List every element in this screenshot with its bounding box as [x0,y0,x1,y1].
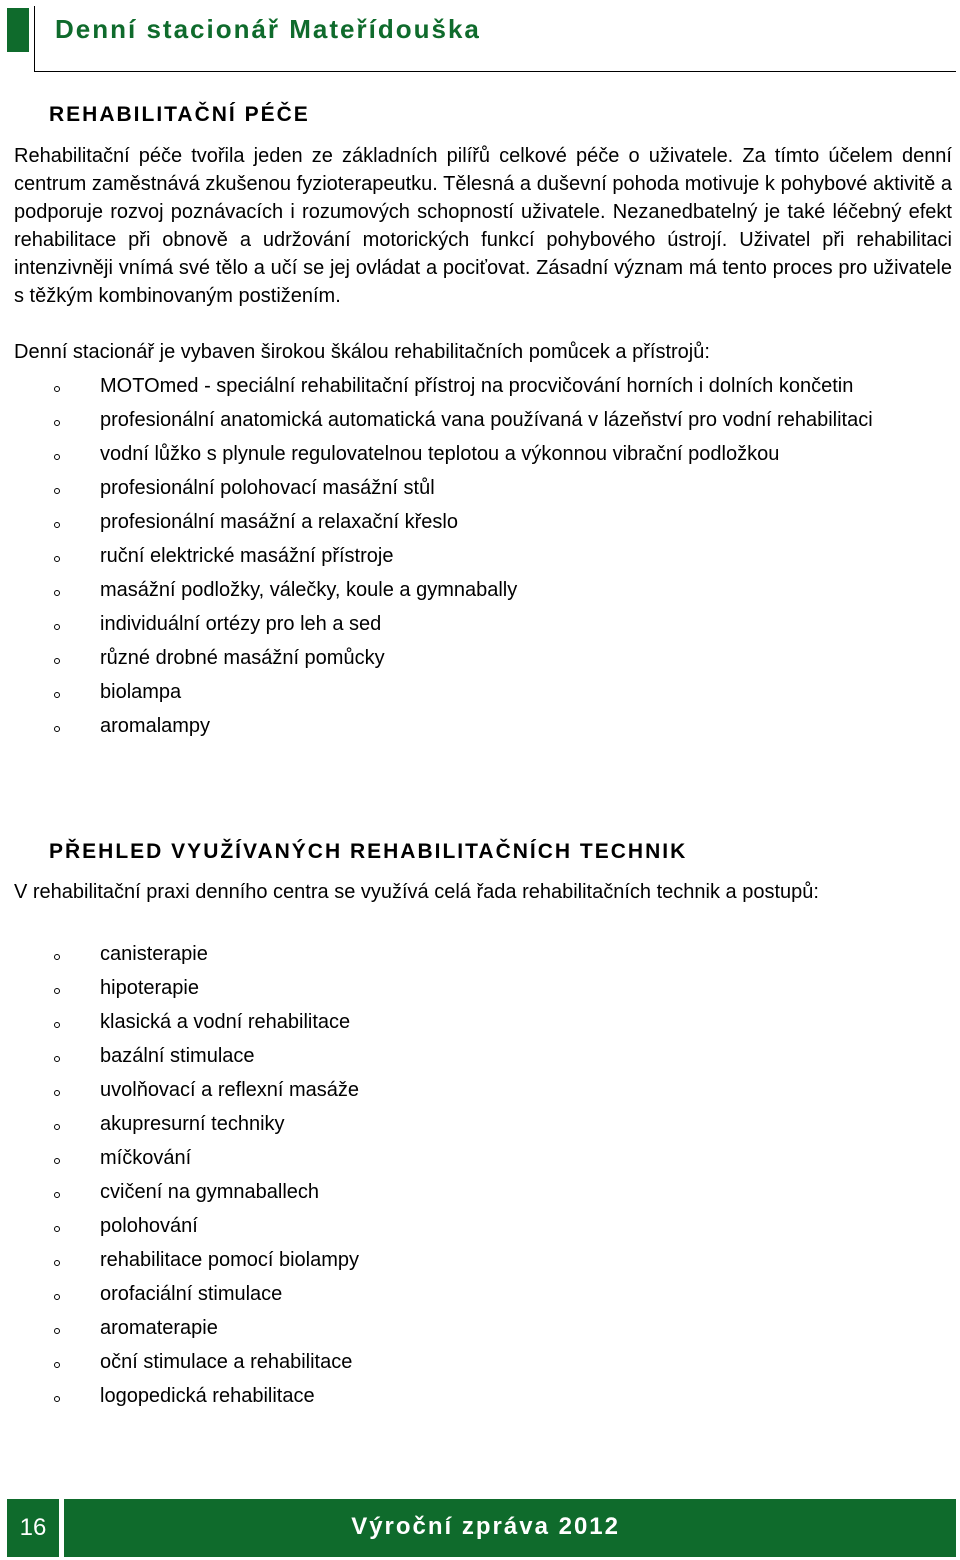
bullet-circle-icon [54,522,60,528]
bullet-circle-icon [54,658,60,664]
list-item: aromaterapie [0,1314,952,1342]
bullet-circle-icon [54,1260,60,1266]
list-item: akupresurní techniky [0,1110,952,1138]
footer-title: Výroční zpráva 2012 [351,1513,620,1540]
equipment-list [0,372,960,746]
header-divider-vertical [34,6,35,72]
list-item: aromalampy [0,712,952,740]
list-item: profesionální masážní a relaxační křeslo [0,508,952,536]
section-heading-rehabilitation-care: REHABILITAČNÍ PÉČE [49,103,310,126]
bullet-circle-icon [54,1328,60,1334]
bullet-circle-icon [54,1396,60,1402]
equipment-intro: Denní stacionář je vybaven širokou škálou rehabilitačních pomůcek a přístrojů: [14,341,710,363]
bullet-circle-icon [54,988,60,994]
list-item: ruční elektrické masážní přístroje [0,542,952,570]
page-header-title: Denní stacionář Mateřídouška [55,14,481,44]
section-heading-techniques: PŘEHLED VYUŽÍVANÝCH REHABILITAČNÍCH TECHNIK [49,840,688,863]
bullet-circle-icon [54,420,60,426]
list-item: profesionální anatomická automatická vana používaná v lázeňství pro vodní rehabilitaci [0,406,952,434]
bullet-circle-icon [54,1226,60,1232]
techniques-list [0,940,960,1416]
bullet-circle-icon [54,1090,60,1096]
bullet-circle-icon [54,590,60,596]
list-item: různé drobné masážní pomůcky [0,644,952,672]
section-paragraph-rehabilitation-care: Rehabilitační péče tvořila jeden ze základních pilířů celkové péče o uživatele. Za tímto účelem denní centrum zaměstnává zkušenou fyzioterapeutku. Tělesná a duševní pohoda motivuje k pohybové aktivitě a podporuje rozvoj poznávacích i rozumových schopností uživatele. Nezanedbatelný je také léčebný efekt rehabilitace při obnově a udržování motorických funkcí pohybového ústrojí. Uživatel při rehabilitaci intenzivněji vnímá své tělo a učí se jej ovládat a pociťovat. Zásadní význam má tento proces pro uživatele s těžkým kombinovaným postižením. [14,145,952,307]
list-item: míčkování [0,1144,952,1172]
header-divider-horizontal [34,71,956,72]
bullet-circle-icon [54,454,60,460]
bullet-circle-icon [54,954,60,960]
section-paragraph-techniques: V rehabilitační praxi denního centra se využívá celá řada rehabilitačních technik a postupů: [14,881,819,903]
bullet-circle-icon [54,556,60,562]
bullet-circle-icon [54,1158,60,1164]
list-item: orofaciální stimulace [0,1280,952,1308]
bullet-circle-icon [54,1192,60,1198]
bullet-circle-icon [54,488,60,494]
bullet-circle-icon [54,726,60,732]
bullet-circle-icon [54,1022,60,1028]
header-accent-bar [7,8,29,52]
bullet-circle-icon [54,1294,60,1300]
list-item: polohování [0,1212,952,1240]
list-item: canisterapie [0,940,952,968]
list-item: logopedická rehabilitace [0,1382,952,1410]
list-item: rehabilitace pomocí biolampy [0,1246,952,1274]
list-item: biolampa [0,678,952,706]
list-item: individuální ortézy pro leh a sed [0,610,952,638]
list-item: bazální stimulace [0,1042,952,1070]
list-item: MOTOmed - speciální rehabilitační přístroj na procvičování horních i dolních končetin [0,372,952,400]
bullet-circle-icon [54,386,60,392]
bullet-circle-icon [54,1056,60,1062]
list-item: hipoterapie [0,974,952,1002]
list-item: masážní podložky, válečky, koule a gymnabally [0,576,952,604]
list-item: vodní lůžko s plynule regulovatelnou teplotou a výkonnou vibrační podložkou [0,440,952,468]
bullet-circle-icon [54,692,60,698]
list-item: oční stimulace a rehabilitace [0,1348,952,1376]
page-number: 16 [7,1499,59,1557]
bullet-circle-icon [54,1362,60,1368]
bullet-circle-icon [54,624,60,630]
list-item: profesionální polohovací masážní stůl [0,474,952,502]
list-item: klasická a vodní rehabilitace [0,1008,952,1036]
list-item: uvolňovací a reflexní masáže [0,1076,952,1104]
bullet-circle-icon [54,1124,60,1130]
list-item: cvičení na gymnaballech [0,1178,952,1206]
